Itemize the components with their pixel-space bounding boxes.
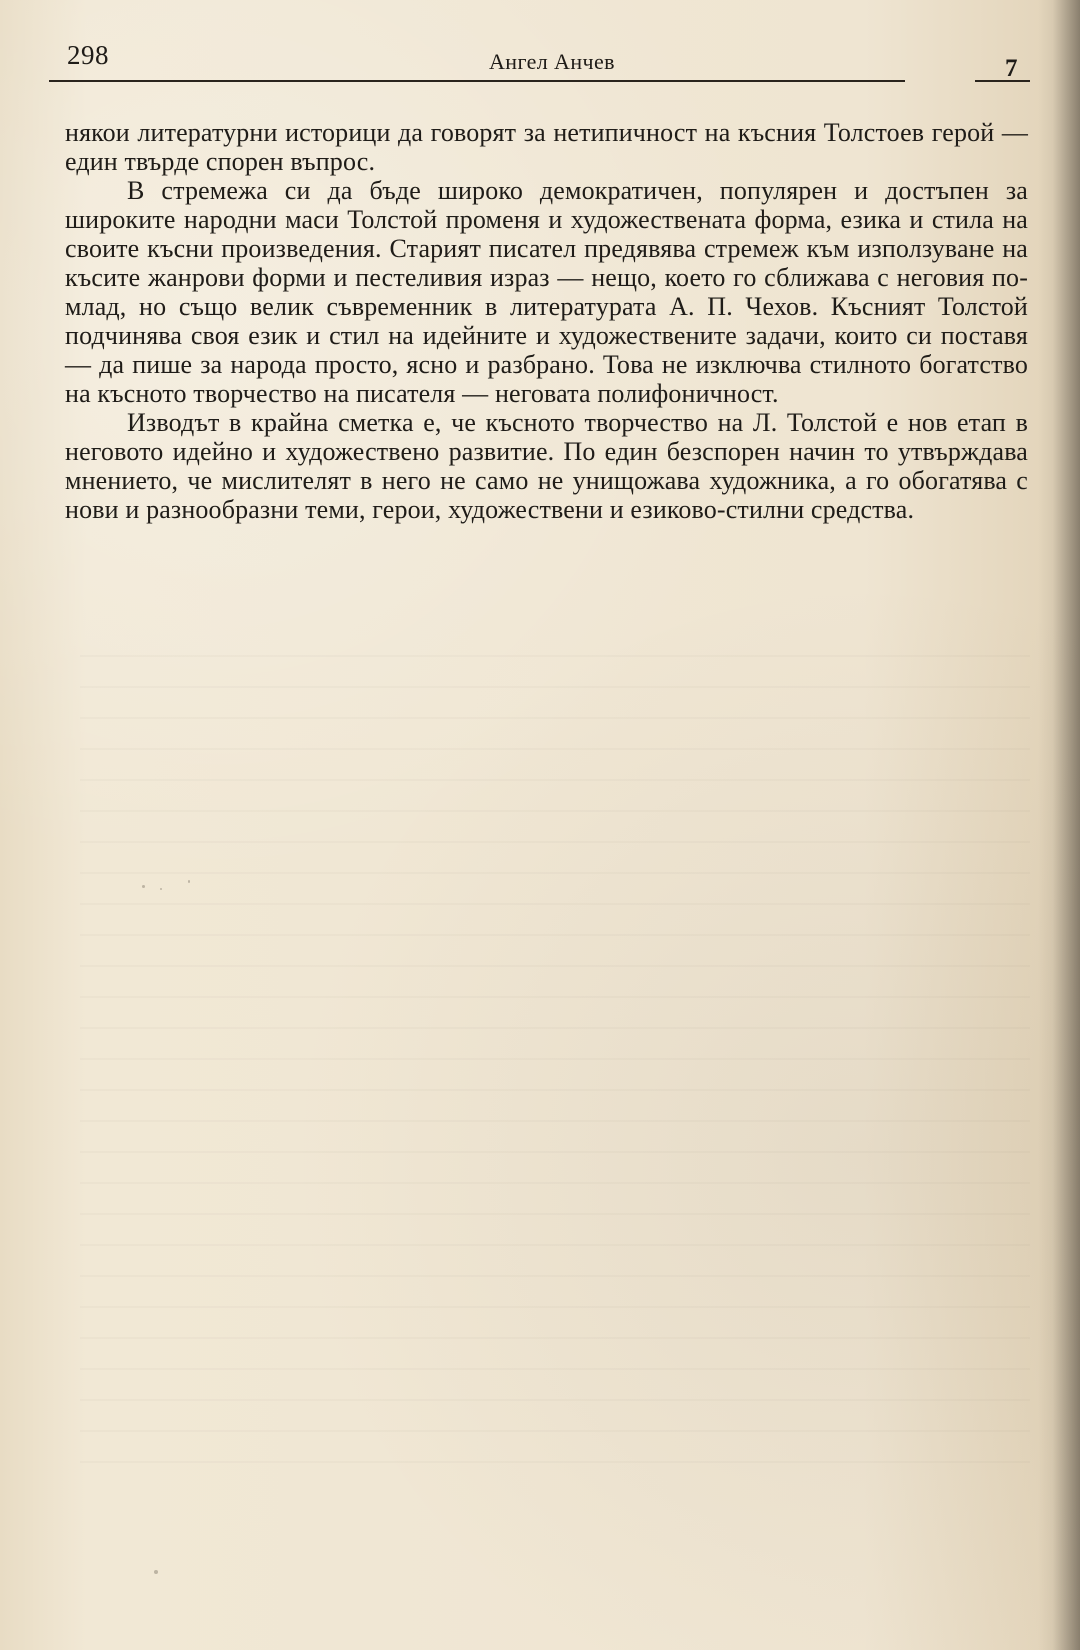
ink-speck-4 — [154, 1570, 158, 1574]
running-head: Ангел Анчев — [489, 49, 615, 74]
paragraph-2: В стремежа си да бъде широко демократичен, популярен и достъпен за широките народни маси Толстой променя и художествената форма, езика и стила на своите късни произведения. Старият писател предявява стремеж към използуване на късите жанрови форми и пестеливия израз — нещо, което го сближава с неговия по-млад, но също велик съвременник в литературата А. П. Чехов. Късният Толстой подчинява своя език и стил на идейните и художествените задачи, които си поставя — да пише за народа просто, ясно и разбрано. Това не изключва стилното богатство на късното творчество на писателя — неговата полифоничност. — [65, 176, 1028, 408]
ink-speck-2 — [160, 888, 162, 890]
header-rule-left — [49, 80, 905, 82]
page-number: 298 — [67, 40, 109, 70]
page-edge-shadow — [1038, 0, 1080, 1650]
corner-page-mark: 7 — [1005, 55, 1018, 82]
paragraph-3: Изводът в крайна сметка е, че късното творчество на Л. Толстой е нов етап в неговото идейно и художествено развитие. По един безспорен начин то утвърждава мнението, че мислителят в него не само не унищожава художника, а го обогатява с нови и разнообразни теми, герои, художествени и езиково-стилни средства. — [65, 408, 1028, 524]
main-text — [65, 118, 1028, 524]
ink-speck-1 — [142, 885, 145, 888]
paragraph-1: някои литературни историци да говорят за нетипичност на късния Толстоев герой — един твърде спорен въпрос. — [65, 118, 1028, 176]
ink-speck-3 — [188, 880, 190, 883]
show-through-text — [80, 640, 1030, 1490]
header-rule-right — [975, 80, 1030, 82]
